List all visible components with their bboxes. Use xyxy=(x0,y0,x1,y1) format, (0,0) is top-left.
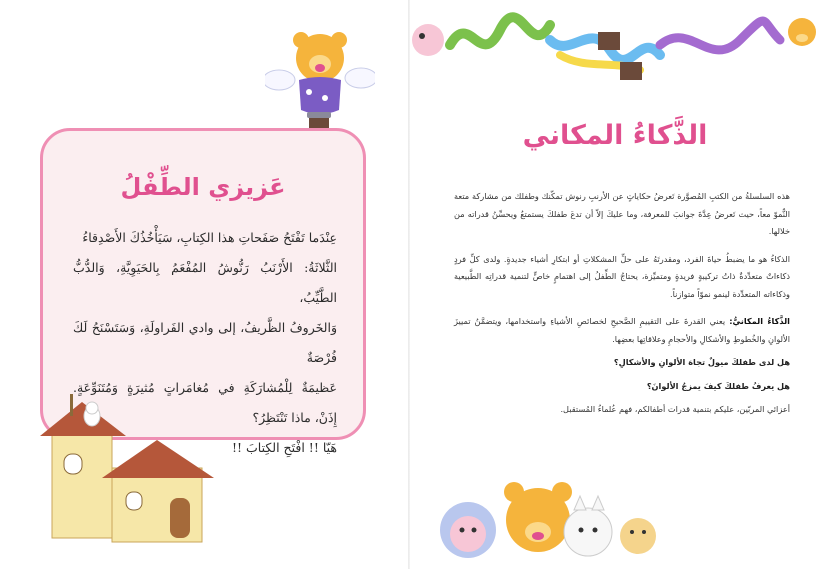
closing-note: أعزائي المربّين، عليكم بتنمية قدرات أطفالكم، فهم عُلماءُ المُستقبل. xyxy=(560,404,790,414)
right-page xyxy=(410,0,820,569)
page-title: الذَّكاءُ المكاني xyxy=(522,120,708,151)
card-line: عَظيمَةٌ لِلْمُشارَكَةِ في مُغامَراتٍ مُثيرَةٍ وَمُتَنَوِّعَةٍ. إِذَنْ، ماذا تَنْتَظِرُ؟ xyxy=(73,380,337,425)
paragraph: الذكاءُ هو ما يضبطُ حياةَ الفرد، ومقدرتَهُ على حلِّ المشكلاتِ أو ابتكارِ أشياء جديدةٍ. ولدى كلِّ فردٍ ذكاءاتٌ متعدِّدةٌ ذاتُ تركيبةٍ فريدةٍ ومتميِّزة، يحتاجُ الطِّفلُ إلى اهتمامٍ خاصٍّ لتنمية قدراتِه الطَّبيعية وذكاءاته المتعدِّدة لينمو نموّاً متوازناً. xyxy=(454,253,790,299)
intro-text xyxy=(454,188,790,429)
question: هل يعرفُ طفلكَ كيفَ يمزجُ الألوانَ؟ xyxy=(646,380,790,391)
animal-friends-illustration xyxy=(438,470,808,569)
card-title: عَزيزي الطِّفْلُ xyxy=(120,173,286,201)
paragraph: هذه السلسلةُ من الكتبِ المُصوَّرة تَعرضُ حكاياتٍ عن الأرنبِ رنوش تمكّنك وطفلك من مشاركة متعة النُّموّ معاً، حيث تَعرضُ عِدَّةَ جوانبَ للمعرفة، وما عليكَ إلاّ أن تدعَ طفلكَ يستمتعُ ويحسِّنُ قدراته من خلالها. xyxy=(454,191,790,236)
definition-text: يعني القدرةَ على التقييمِ الصَّحيحِ لخصائصِ الأشياءِ واستخدامها، ويتضمَّنُ تمييزَ الألوانِ والخُطوطِ والأشكالِ والأحجامِ وعلاقاتِها بعضِها. xyxy=(454,316,790,344)
houses-illustration xyxy=(22,388,222,548)
card-line: وَالخَروفُ الظَّريفُ، إلى وادي الفَراولَةِ، وَسَتَسْنَحُ لَكَ فُرْصَةٌ xyxy=(73,320,337,365)
card-line: عِنْدَما تَفْتَحُ صَفَحاتِ هذا الكِتابِ، سَيَأْخُذُكَ الأَصْدِقاءُ xyxy=(82,230,337,245)
definition-label: الذَّكاءُ المكانيُّ: xyxy=(729,316,790,326)
question: هل لدى طفلكَ ميولٌ تجاهَ الألوانِ والأشكالِ؟ xyxy=(613,357,790,367)
card-line: الثَّلاثَةُ: الأَرْنَبُ رَنُّوشُ المُفْعَمُ بِالحَيَوِيَّةِ، وَالدُّبُّ الطَّيِّبُ، xyxy=(73,260,337,305)
card-closing: هَيّا !! افْتَحِ الكِتابَ !! xyxy=(232,440,337,455)
definition xyxy=(454,313,790,348)
paint-banner-illustration xyxy=(410,0,820,90)
